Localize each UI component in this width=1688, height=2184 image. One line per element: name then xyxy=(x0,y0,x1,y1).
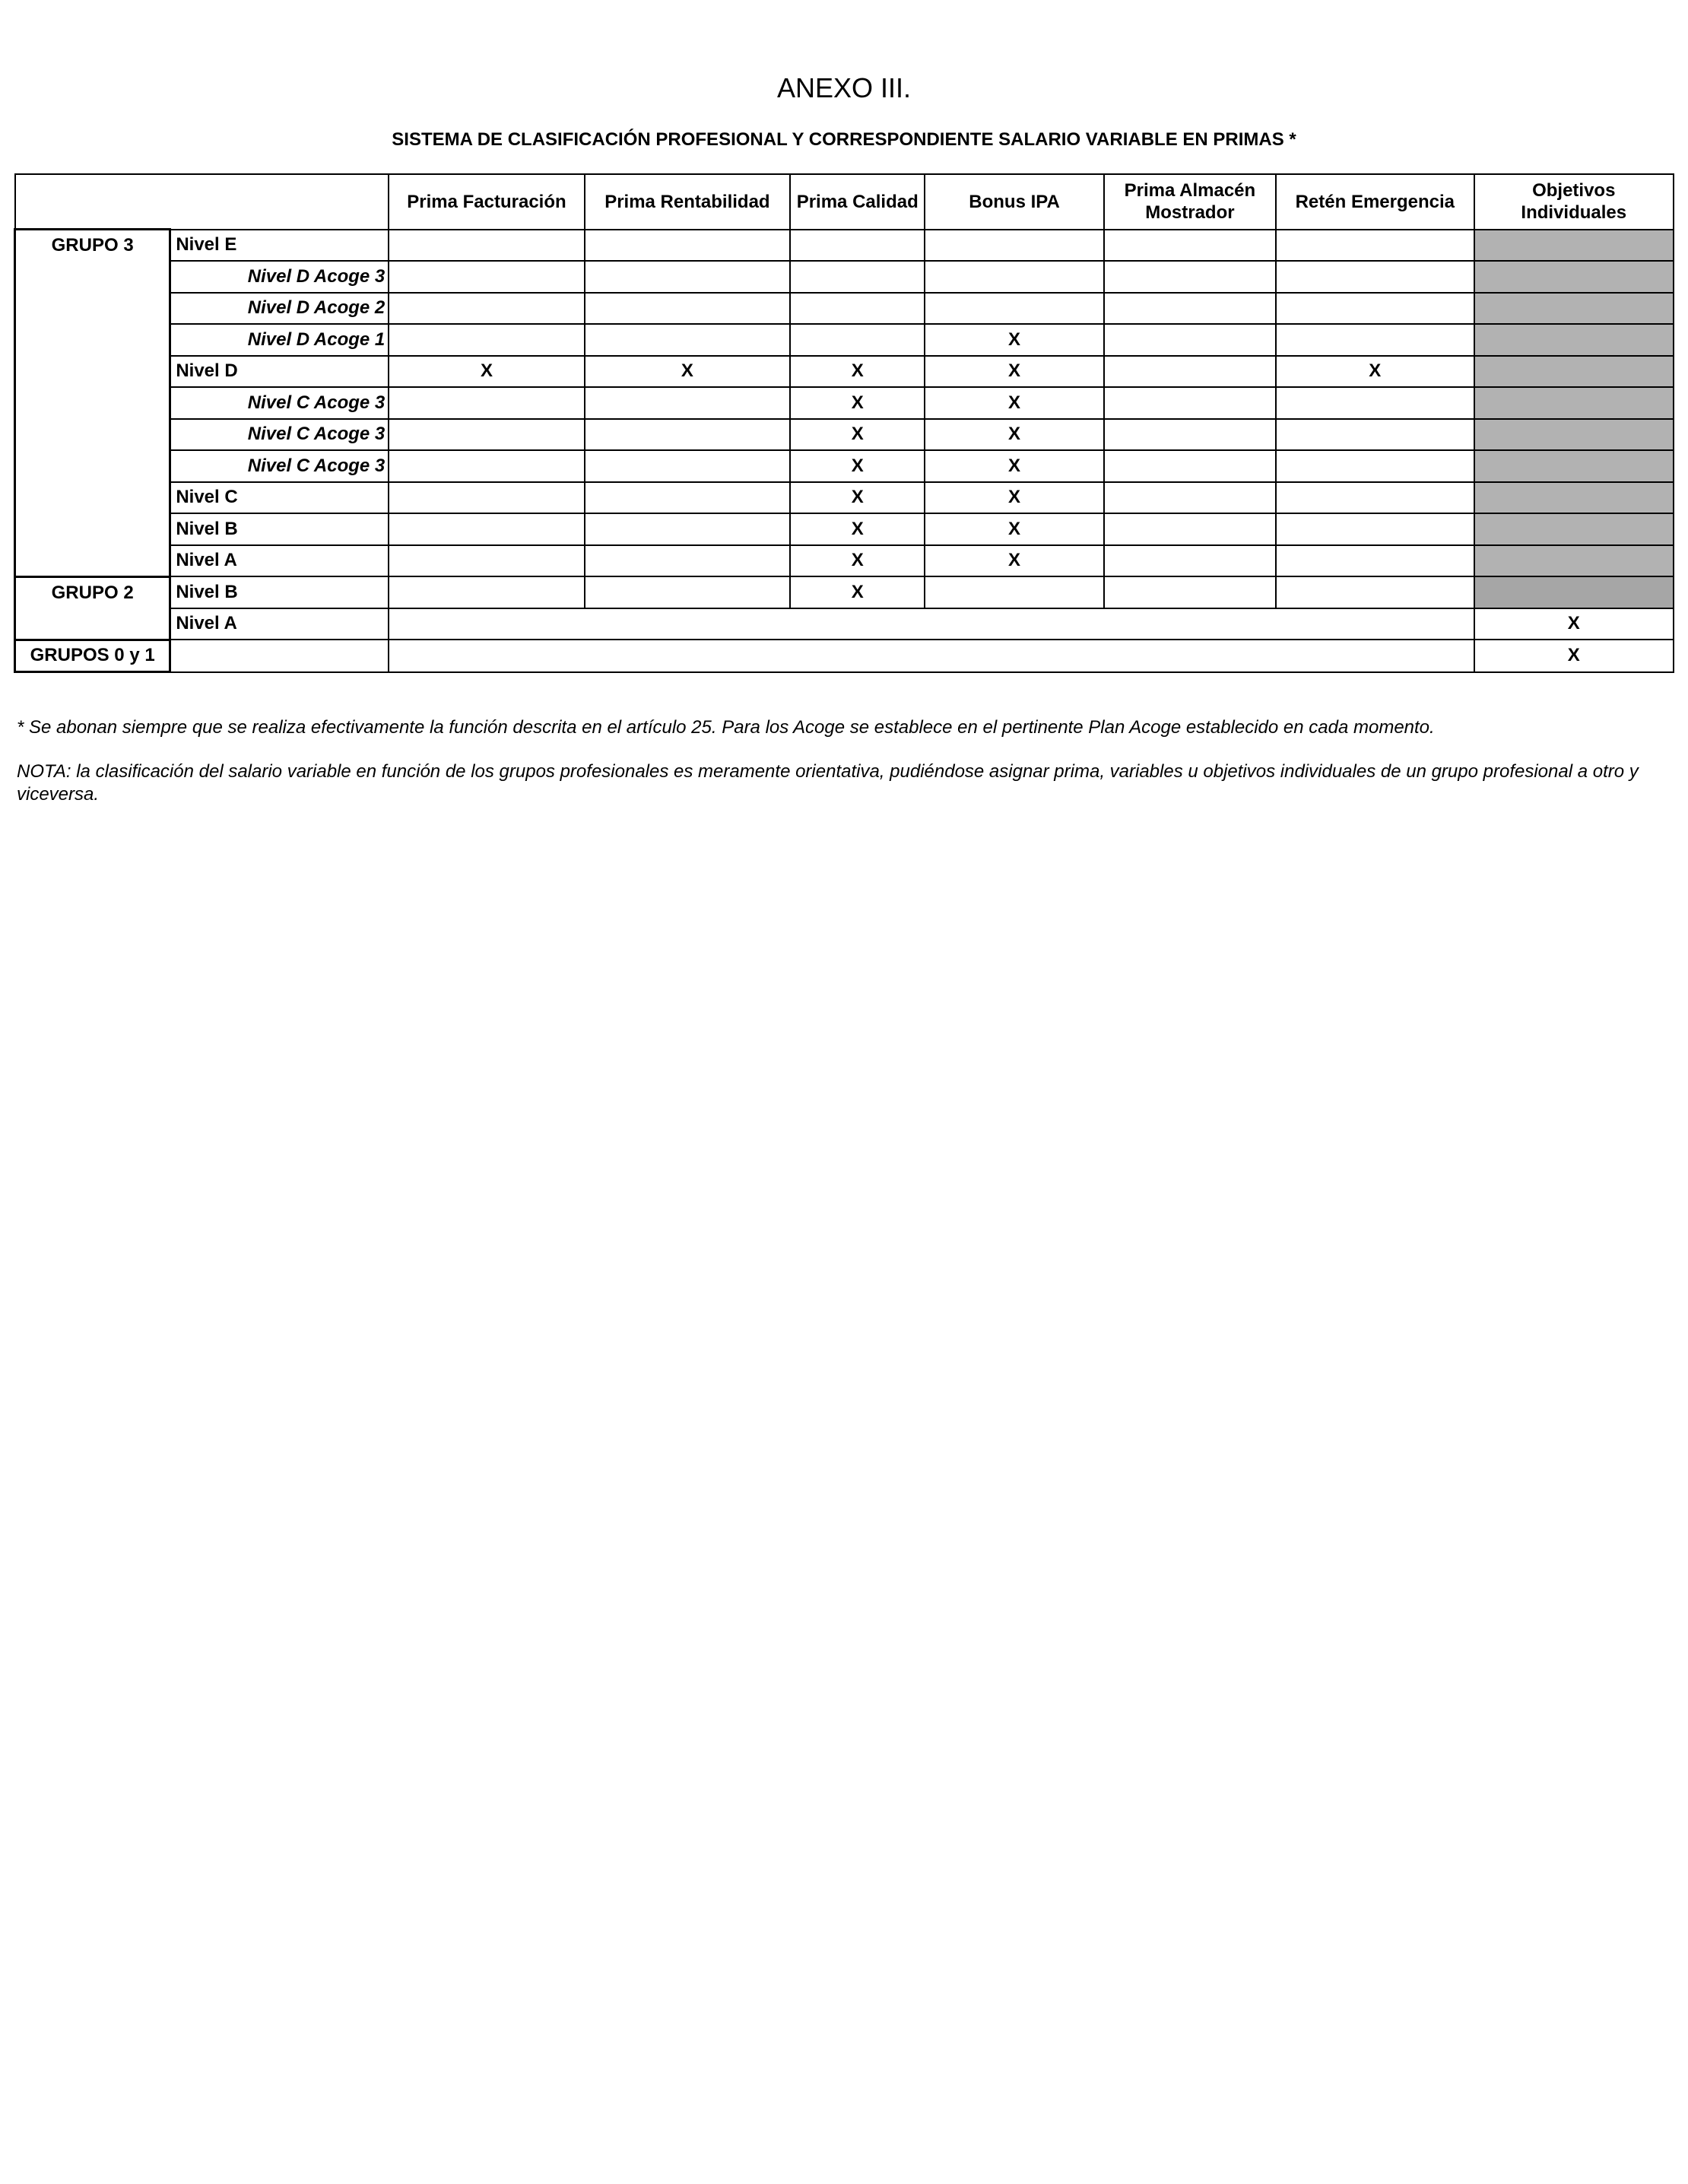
header-cell: Prima Rentabilidad xyxy=(585,174,790,230)
table-cell: X xyxy=(925,482,1103,514)
level-label: Nivel C Acoge 3 xyxy=(170,387,389,419)
table-cell xyxy=(1104,387,1276,419)
table-row xyxy=(15,482,1674,514)
table-cell xyxy=(1104,576,1276,608)
group-label: GRUPOS 0 y 1 xyxy=(15,640,170,672)
table-cell: X xyxy=(925,419,1103,451)
shaded-cell xyxy=(1474,356,1674,388)
table-cell xyxy=(1104,324,1276,356)
table-cell: X xyxy=(790,482,925,514)
level-label: Nivel D xyxy=(170,356,389,388)
table-cell xyxy=(1104,261,1276,293)
header-row xyxy=(15,174,1674,230)
table-cell: X xyxy=(790,513,925,545)
table-cell xyxy=(1276,387,1474,419)
table-cell xyxy=(585,576,790,608)
table-cell xyxy=(790,230,925,262)
page-title: ANEXO III. xyxy=(776,72,912,103)
nota-text: NOTA: la clasificación del salario variable en función de los grupos profesionales es meramente orientativa, pudiéndose asignar prima, variables u objetivos individuales de un grupo profesional a otro y viceversa. xyxy=(17,761,1639,805)
group-label: GRUPO 3 xyxy=(15,230,170,577)
table-cell: X xyxy=(925,324,1103,356)
table-cell xyxy=(585,450,790,482)
table-cell xyxy=(389,293,584,325)
table-cell xyxy=(925,293,1103,325)
table-cell xyxy=(585,419,790,451)
level-label: Nivel B xyxy=(170,513,389,545)
table-cell xyxy=(389,419,584,451)
table-cell xyxy=(1104,450,1276,482)
table-row xyxy=(15,608,1674,640)
table-cell xyxy=(790,293,925,325)
merged-cell xyxy=(389,640,1474,672)
shaded-cell xyxy=(1474,261,1674,293)
table-cell xyxy=(1276,419,1474,451)
table-cell: X xyxy=(925,387,1103,419)
merged-cell xyxy=(389,608,1474,640)
table-cell xyxy=(389,230,584,262)
group-label: GRUPO 2 xyxy=(15,576,170,640)
table-cell xyxy=(389,545,584,577)
table-cell: X xyxy=(790,419,925,451)
table-row xyxy=(15,356,1674,388)
table-row xyxy=(15,576,1674,608)
level-label: Nivel D Acoge 3 xyxy=(170,261,389,293)
table-cell: X xyxy=(925,513,1103,545)
table-cell xyxy=(389,261,584,293)
table-cell xyxy=(1276,545,1474,577)
table-cell xyxy=(1104,293,1276,325)
level-label xyxy=(170,640,389,672)
table-cell xyxy=(1104,545,1276,577)
shaded-cell xyxy=(1474,482,1674,514)
table-row xyxy=(15,640,1674,672)
table-row xyxy=(15,261,1674,293)
table-cell: X xyxy=(790,356,925,388)
table-cell xyxy=(925,261,1103,293)
header-corner xyxy=(15,174,389,230)
table-cell xyxy=(389,324,584,356)
table-cell xyxy=(389,387,584,419)
shaded-cell xyxy=(1474,513,1674,545)
table-cell: X xyxy=(925,356,1103,388)
table-cell xyxy=(790,261,925,293)
table-cell xyxy=(1104,356,1276,388)
shaded-cell xyxy=(1474,387,1674,419)
table-cell xyxy=(1104,230,1276,262)
table-row xyxy=(15,387,1674,419)
table-cell xyxy=(1104,419,1276,451)
table-row xyxy=(15,513,1674,545)
level-label: Nivel A xyxy=(170,545,389,577)
table-cell xyxy=(585,387,790,419)
table-row xyxy=(15,230,1674,262)
table-cell xyxy=(585,293,790,325)
table-cell: X xyxy=(1474,608,1674,640)
table-cell: X xyxy=(790,450,925,482)
shaded-cell xyxy=(1474,545,1674,577)
level-label: Nivel C Acoge 3 xyxy=(170,419,389,451)
shaded-cell xyxy=(1474,419,1674,451)
table-cell xyxy=(1276,482,1474,514)
page-subtitle: SISTEMA DE CLASIFICACIÓN PROFESIONAL Y CORRESPONDIENTE SALARIO VARIABLE EN PRIMAS * xyxy=(392,129,1296,150)
table-row xyxy=(15,545,1674,577)
table-cell xyxy=(1276,230,1474,262)
salary-classification-table xyxy=(14,173,1674,673)
table-cell xyxy=(389,513,584,545)
table-cell xyxy=(389,450,584,482)
level-label: Nivel B xyxy=(170,576,389,608)
table-cell: X xyxy=(389,356,584,388)
level-label: Nivel A xyxy=(170,608,389,640)
table-cell xyxy=(585,545,790,577)
level-label: Nivel C Acoge 3 xyxy=(170,450,389,482)
shaded-cell xyxy=(1474,230,1674,262)
header-cell: Retén Emergencia xyxy=(1276,174,1474,230)
table-cell xyxy=(585,261,790,293)
table-row xyxy=(15,450,1674,482)
table-cell xyxy=(585,513,790,545)
header-cell: Objetivos Individuales xyxy=(1474,174,1674,230)
table-cell xyxy=(1276,324,1474,356)
table-cell xyxy=(389,482,584,514)
table-cell: X xyxy=(790,576,925,608)
table-row xyxy=(15,324,1674,356)
level-label: Nivel E xyxy=(170,230,389,262)
table-cell xyxy=(1276,576,1474,608)
table-cell xyxy=(585,324,790,356)
table-cell: X xyxy=(790,387,925,419)
header-cell: Prima Almacén Mostrador xyxy=(1104,174,1276,230)
table-cell xyxy=(585,230,790,262)
shaded-cell xyxy=(1474,576,1674,608)
level-label: Nivel D Acoge 2 xyxy=(170,293,389,325)
header-cell: Bonus IPA xyxy=(925,174,1103,230)
table-cell xyxy=(585,482,790,514)
table-cell: X xyxy=(790,545,925,577)
table-row xyxy=(15,419,1674,451)
table-cell xyxy=(1104,513,1276,545)
level-label: Nivel C xyxy=(170,482,389,514)
table-cell: X xyxy=(925,450,1103,482)
table-cell xyxy=(1276,450,1474,482)
table-cell: X xyxy=(1276,356,1474,388)
table-cell xyxy=(1276,261,1474,293)
shaded-cell xyxy=(1474,324,1674,356)
header-cell: Prima Facturación xyxy=(389,174,584,230)
footnote: * Se abonan siempre que se realiza efectivamente la función descrita en el artículo 25. Para los Acoge se establece en el pertinente Plan Acoge establecido en cada momento. xyxy=(17,717,1435,738)
table-cell xyxy=(925,576,1103,608)
table-cell xyxy=(389,576,584,608)
table-cell xyxy=(925,230,1103,262)
table-cell: X xyxy=(925,545,1103,577)
table-cell: X xyxy=(585,356,790,388)
table-cell xyxy=(790,324,925,356)
header-cell: Prima Calidad xyxy=(790,174,925,230)
level-label: Nivel D Acoge 1 xyxy=(170,324,389,356)
table-row xyxy=(15,293,1674,325)
table-cell: X xyxy=(1474,640,1674,672)
table-cell xyxy=(1276,293,1474,325)
shaded-cell xyxy=(1474,293,1674,325)
table-cell xyxy=(1276,513,1474,545)
table-cell xyxy=(1104,482,1276,514)
shaded-cell xyxy=(1474,450,1674,482)
